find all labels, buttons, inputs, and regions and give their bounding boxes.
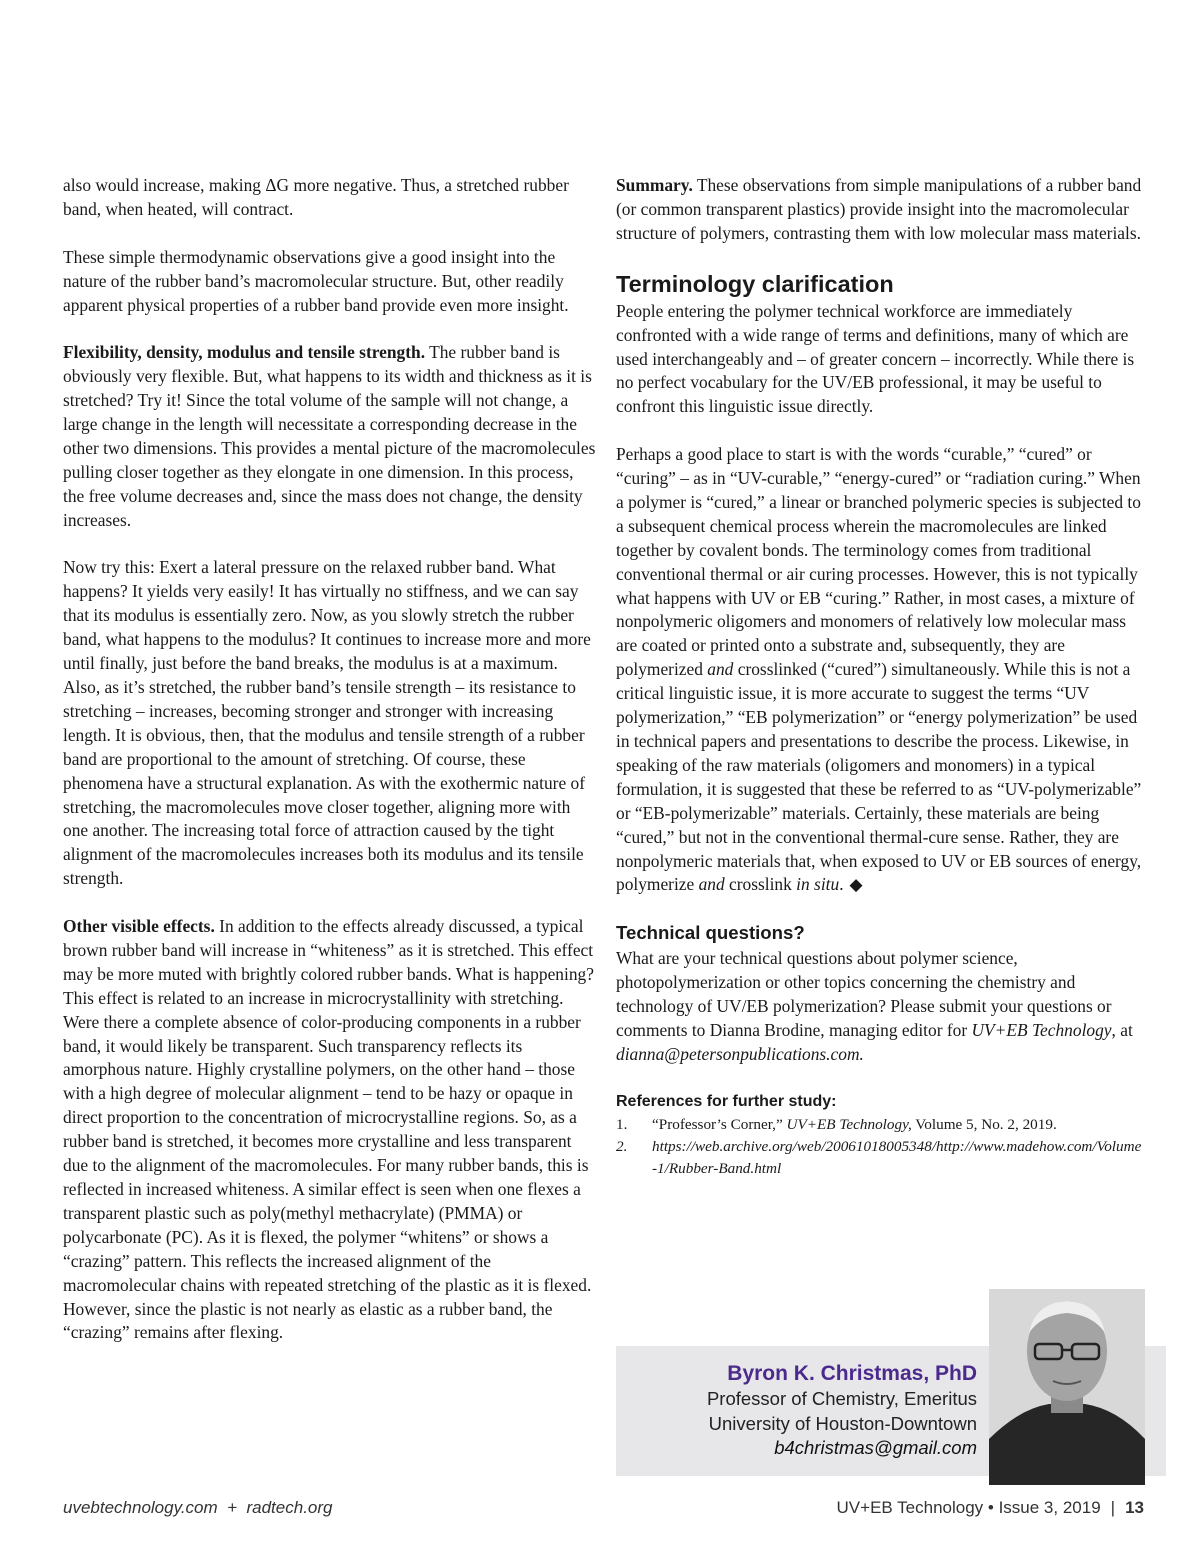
footer-publication: UV+EB Technology • Issue 3, 2019 [836,1498,1101,1517]
references-list [616,1114,1146,1180]
magazine-name: UV+EB Technology [971,1019,1112,1040]
editor-email-link[interactable]: dianna@petersonpublications.com. [616,1043,864,1064]
terminology-heading: Terminology clarification [616,270,894,297]
curing-text-b: crosslinked (“cured”) simultaneously. While this is not a critical linguistic issue, it is more accurate to suggest the terms “UV polymerization,” “EB polymerization” or “energy polymerization” be used in technical papers and presentations to describe the process. Likewise, in speaking of the raw materials (oligomers and monomers) in a typical formulation, it is suggested that these be referred to as “UV-polymerizable” or “EB-polymerizable” materials. Certainly, these materials are being “cured,” but not in the conventional thermal-cure sense. Rather, they are nonpolymeric materials that, when exposed to UV or EB sources of energy, polymerize [616,659,1142,895]
flexibility-lead: Flexibility, density, modulus and tensile strength. [63,342,426,363]
reference-item [616,1114,1146,1136]
page-footer [0,1498,1200,1524]
paragraph-technical-questions [616,947,1146,1067]
technical-questions-body: What are your technical questions about polymer science, photopolymerization or other topics concerning the chemistry and technology of UV/EB polymerization? Please submit your questions or comments to Dianna Brodine, managing editor for [616,948,1112,1040]
reference-url-link[interactable]: https://web.archive.org/web/20061018005348/http://www.madehow.com/Volume-1/Rubber-Band.html [652,1137,1142,1177]
in-situ-italic: in situ [796,874,840,895]
footer-separator: | [1110,1498,1116,1517]
reference-number: 2. [616,1137,628,1155]
technical-questions-heading: Technical questions? [616,922,805,944]
author-affiliation: University of Houston-Downtown [708,1412,977,1434]
summary-body: These observations from simple manipulations of a rubber band (or common transparent plastics) provide insight into the macromolecular structure of polymers, contrasting them with low molecular mass materials. [616,175,1142,243]
page-number: 13 [1125,1498,1144,1517]
flexibility-body: The rubber band is obviously very flexible. But, what happens to its width and thickness as it is stretched? Try it! Since the total volume of the sample will not change, a large change in the length will necessitate a corresponding decrease in the other two dimensions. This provides a mental picture of the macromolecules pulling closer together as they elongate in one dimension. In this process, the free volume decreases and, since the mass does not change, the density increases. [63,342,596,530]
curing-text-end: . [839,874,844,895]
author-portrait-icon [989,1289,1145,1485]
paragraph-visible-effects [63,915,596,1345]
references-heading: References for further study: [616,1092,837,1110]
visible-effects-lead: Other visible effects. [63,916,215,937]
reference-text [652,1136,1146,1180]
curing-and-italic: and [707,659,734,680]
paragraph-thermo-insight: These simple thermodynamic observations give a good insight into the nature of the rubber band’s macromolecular structure. But, other readily apparent physical properties of a rubber band provide even more insight. [63,246,569,315]
paragraph-modulus: Now try this: Exert a lateral pressure on the relaxed rubber band. What happens? It yields very easily! It has virtually no stiffness, and we can say that its modulus is essentially zero. Now, as you slowly stretch the rubber band, what happens to the modulus? It continues to increase more and more until finally, just before the band breaks, the modulus is at a maximum. Also, as it’s stretched, the rubber band’s tensile strength – its resistance to stretching – increases, becoming stronger and stronger with increasing length. It is obvious, then, that the modulus and tensile strength of a rubber band are proportional to the amount of stretching. Of course, these phenomena have a structural explanation. As with the exothermic nature of stretching, the macromolecules move closer together, aligning more with one another. The increasing total force of attraction caused by the tight alignment of the macromolecules increases both its modulus and its tensile strength. [63,557,591,889]
curing-text-a: Perhaps a good place to start is with the words “curable,” “cured” or “curing” – as in “UV-curable,” “energy-cured” or “radiation curing.” When a polymer is “cured,” a linear or branched polymeric species is subjected to a subsequent chemical process wherein the macromolecules are linked together by covalent bonds. The terminology comes from traditional conventional thermal or air curing processes. However, this is not typically what happens with UV or EB “curing.” Rather, in most cases, a mixture of nonpolymeric oligomers and monomers of relatively low molecular mass are coated or printed onto a substrate and, subsequently, they are polymerized [616,444,1141,680]
reference-italic: UV+EB Technology, [786,1115,912,1133]
technical-questions-at: , at [1111,1019,1133,1040]
author-email[interactable]: b4christmas@gmail.com [774,1437,977,1458]
summary-lead: Summary. [616,175,693,195]
paragraph-curing-terms [616,443,1146,897]
paragraph-terminology-intro: People entering the polymer technical workforce are immediately confronted with a wide range of terms and definitions, many of which are used interchangeably and – of greater concern – incorrectly. While there is no perfect vocabulary for the UV/EB professional, it may be useful to confront this linguistic issue directly. [616,300,1135,417]
curing-text-c: crosslink [724,874,797,895]
end-diamond-icon: ◆ [849,875,863,895]
author-title: Professor of Chemistry, Emeritus [706,1388,977,1409]
author-name: Byron K. Christmas, PhD [727,1362,977,1385]
reference-item [616,1136,1146,1180]
footer-publication-info [837,1498,1144,1518]
footer-websites: uvebtechnology.com + radtech.org [63,1498,333,1517]
paragraph-thermo-continued: also would increase, making ΔG more negative. Thus, a stretched rubber band, when heated, will contract. [63,175,569,219]
author-info [616,1360,977,1461]
curing-and-italic-2: and [698,874,725,895]
left-column [63,174,596,1345]
reference-text [652,1114,1146,1136]
reference-post: Volume 5, No. 2, 2019. [911,1115,1057,1133]
paragraph-summary [616,174,1146,246]
reference-number: 1. [616,1115,628,1133]
paragraph-flexibility [63,341,596,532]
reference-pre: “Professor’s Corner,” [652,1115,787,1133]
visible-effects-body: In addition to the effects already discussed, a typical brown rubber band will increase in “whiteness” as it is stretched. This effect may be more muted with brightly colored rubber bands. What is happening? This effect is related to an increase in microcrystallinity with stretching. Were there a complete absence of color-producing components in a rubber band, it would likely be transparent. Such transparency reflects its amorphous nature. Highly crystalline polymers, on the other hand – those with a high degree of molecular alignment – tend to be hazy or opaque in direct proportion to the concentration of microcrystalline regions. So, as a rubber band is stretched, it becomes more crystalline and less transparent due to the alignment of the macromolecules. For many rubber bands, this is reflected in increased whiteness. A similar effect is seen when one flexes a transparent plastic such as poly(methyl methacrylate) (PMMA) or polycarbonate (PC). As it is flexed, the polymer “whitens” or shows a “crazing” pattern. This reflects the increased alignment of the macromolecular chains with repeated stretching of the plastic as it is flexed. However, since the plastic is not nearly as elastic as a rubber band, the “crazing” remains after flexing. [63,916,594,1343]
author-photo [989,1289,1145,1485]
right-column [616,174,1146,1180]
